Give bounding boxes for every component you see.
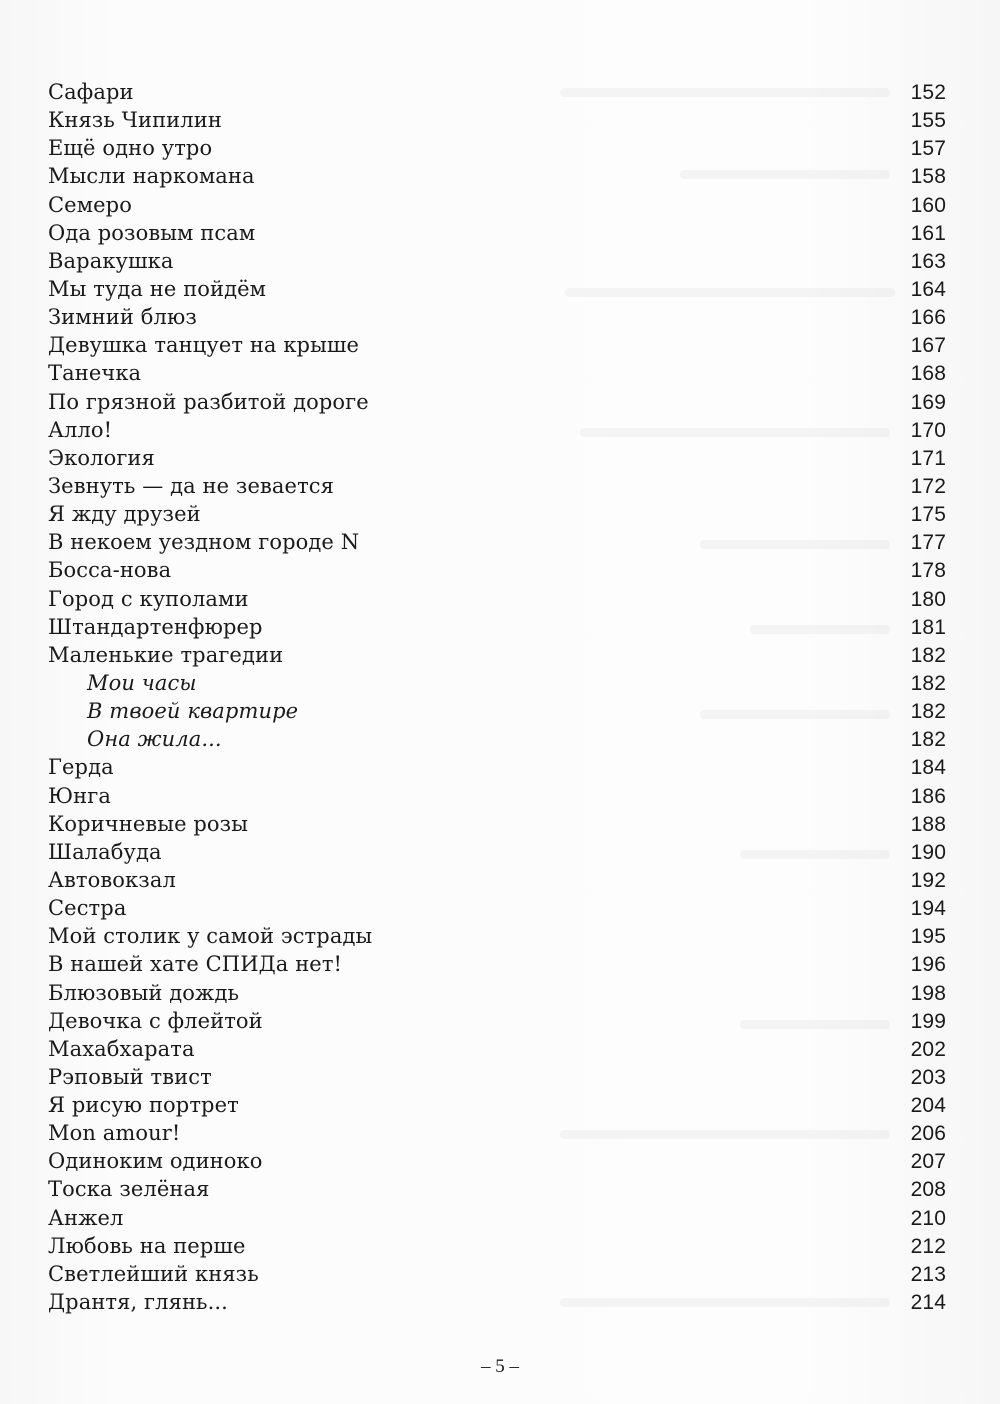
toc-entry-title: Танечка bbox=[48, 361, 142, 386]
toc-entry-page: 161 bbox=[910, 221, 946, 245]
toc-entry-title: Mon amour! bbox=[48, 1121, 181, 1146]
toc-entry-page: 182 bbox=[910, 671, 946, 695]
toc-entry-title: Тоска зелёная bbox=[48, 1177, 210, 1202]
toc-entry-title: Автовокзал bbox=[48, 867, 176, 892]
toc-entry bbox=[48, 894, 946, 922]
page-number: – 5 – bbox=[481, 1356, 519, 1377]
toc-entry-title: Экология bbox=[48, 445, 155, 470]
toc-entry bbox=[48, 1091, 946, 1119]
table-of-contents bbox=[48, 78, 946, 1316]
toc-entry-title: Ода розовым псам bbox=[48, 220, 256, 245]
toc-entry bbox=[48, 444, 946, 472]
toc-entry bbox=[48, 78, 946, 106]
toc-entry-page: 182 bbox=[910, 643, 946, 667]
toc-entry-page: 157 bbox=[910, 137, 946, 161]
toc-entry bbox=[48, 950, 946, 978]
toc-entry bbox=[48, 1063, 946, 1091]
toc-entry-page: 184 bbox=[910, 756, 946, 780]
toc-entry bbox=[48, 1260, 946, 1288]
toc-entry-page: 175 bbox=[910, 503, 946, 527]
toc-entry-page: 208 bbox=[910, 1178, 946, 1202]
toc-entry-title: Анжел bbox=[48, 1205, 124, 1230]
toc-entry-page: 199 bbox=[910, 1009, 946, 1033]
toc-entry-page: 170 bbox=[910, 418, 946, 442]
toc-entry-title: Мы туда не пойдём bbox=[48, 276, 267, 301]
toc-entry-page: 171 bbox=[910, 446, 946, 470]
toc-entry bbox=[48, 1175, 946, 1203]
toc-entry bbox=[48, 1119, 946, 1147]
toc-entry-page: 155 bbox=[910, 109, 946, 133]
toc-entry-title: Зимний блюз bbox=[48, 305, 197, 330]
toc-entry-page: 202 bbox=[910, 1037, 946, 1061]
toc-entry-page: 172 bbox=[910, 474, 946, 498]
toc-entry bbox=[48, 866, 946, 894]
toc-entry bbox=[48, 219, 946, 247]
toc-entry-title: Семеро bbox=[48, 192, 132, 217]
toc-entry-title: Махабхарата bbox=[48, 1036, 195, 1061]
toc-entry bbox=[48, 388, 946, 416]
toc-entry bbox=[48, 500, 946, 528]
toc-entry-title: Юнга bbox=[48, 783, 111, 808]
toc-entry-page: 188 bbox=[910, 812, 946, 836]
toc-entry bbox=[48, 810, 946, 838]
toc-entry-page: 196 bbox=[910, 953, 946, 977]
toc-entry bbox=[48, 247, 946, 275]
toc-entry-title: Девушка танцует на крыше bbox=[48, 333, 360, 358]
toc-entry bbox=[48, 782, 946, 810]
toc-entry-page: 207 bbox=[910, 1150, 946, 1174]
toc-entry-page: 182 bbox=[910, 728, 946, 752]
toc-entry-title: Любовь на перше bbox=[48, 1233, 246, 1258]
toc-entry bbox=[48, 106, 946, 134]
toc-entry-title: Девочка с флейтой bbox=[48, 1008, 263, 1033]
toc-entry-title: Зевнуть — да не зевается bbox=[48, 473, 334, 498]
toc-entry-title: Мысли наркомана bbox=[48, 164, 255, 189]
toc-entry bbox=[48, 838, 946, 866]
toc-entry bbox=[48, 162, 946, 190]
toc-entry-page: 163 bbox=[910, 249, 946, 273]
toc-subentry bbox=[48, 697, 946, 725]
toc-entry-page: 213 bbox=[910, 1262, 946, 1286]
toc-entry-page: 206 bbox=[910, 1122, 946, 1146]
toc-entry-page: 195 bbox=[910, 925, 946, 949]
toc-entry bbox=[48, 1288, 946, 1316]
toc-entry bbox=[48, 331, 946, 359]
toc-entry-page: 181 bbox=[910, 615, 946, 639]
toc-entry-title: Одиноким одиноко bbox=[48, 1149, 263, 1174]
toc-entry-title: Блюзовый дождь bbox=[48, 980, 240, 1005]
toc-entry-page: 152 bbox=[910, 81, 946, 104]
toc-entry-title: Князь Чипилин bbox=[48, 108, 222, 133]
toc-entry bbox=[48, 1232, 946, 1260]
toc-entry-page: 169 bbox=[910, 390, 946, 414]
toc-entry bbox=[48, 528, 946, 556]
toc-entry bbox=[48, 359, 946, 387]
toc-entry-page: 167 bbox=[910, 334, 946, 358]
toc-entry-page: 166 bbox=[910, 306, 946, 330]
toc-entry bbox=[48, 134, 946, 162]
toc-entry-page: 178 bbox=[910, 559, 946, 583]
toc-entry-title: В некоем уездном городе N bbox=[48, 530, 360, 555]
toc-entry bbox=[48, 613, 946, 641]
toc-entry-title: Сафари bbox=[48, 80, 134, 104]
toc-subentry bbox=[48, 725, 946, 753]
toc-entry-page: 194 bbox=[910, 897, 946, 921]
toc-entry-page: 182 bbox=[910, 700, 946, 724]
toc-entry bbox=[48, 1147, 946, 1175]
toc-entry-title: Дрантя, глянь... bbox=[48, 1290, 228, 1315]
toc-entry-page: 160 bbox=[910, 193, 946, 217]
toc-entry-title: Рэповый твист bbox=[48, 1064, 212, 1089]
toc-entry bbox=[48, 1007, 946, 1035]
toc-entry-title: Варакушка bbox=[48, 248, 174, 273]
toc-entry-title: По грязной разбитой дороге bbox=[48, 389, 369, 414]
toc-entry-title: Я рисую портрет bbox=[48, 1093, 239, 1118]
toc-entry-title: Герда bbox=[48, 755, 114, 780]
toc-entry-page: 168 bbox=[910, 362, 946, 386]
toc-entry-page: 180 bbox=[910, 587, 946, 611]
toc-entry-title: В твоей квартире bbox=[87, 699, 299, 724]
toc-entry-title: Штандартенфюрер bbox=[48, 614, 263, 639]
toc-entry-title: Светлейший князь bbox=[48, 1261, 259, 1286]
toc-entry-title: Мой столик у самой эстрады bbox=[48, 924, 373, 949]
toc-entry bbox=[48, 191, 946, 219]
toc-entry-page: 186 bbox=[910, 784, 946, 808]
toc-entry-page: 198 bbox=[910, 981, 946, 1005]
toc-entry-title: Ещё одно утро bbox=[48, 136, 213, 161]
toc-entry-title: Коричневые розы bbox=[48, 811, 249, 836]
toc-entry-title: Мои часы bbox=[87, 670, 197, 695]
toc-entry bbox=[48, 1035, 946, 1063]
toc-entry-title: Я жду друзей bbox=[48, 502, 201, 527]
toc-entry bbox=[48, 585, 946, 613]
toc-entry-page: 204 bbox=[910, 1094, 946, 1118]
toc-entry-page: 214 bbox=[910, 1291, 946, 1315]
toc-entry bbox=[48, 416, 946, 444]
toc-entry bbox=[48, 922, 946, 950]
toc-entry bbox=[48, 472, 946, 500]
toc-entry-title: Босса-нова bbox=[48, 558, 172, 583]
toc-entry bbox=[48, 1204, 946, 1232]
toc-entry-page: 203 bbox=[910, 1065, 946, 1089]
toc-entry bbox=[48, 753, 946, 781]
toc-entry-title: Маленькие трагедии bbox=[48, 642, 284, 667]
toc-entry-title: Город с куполами bbox=[48, 586, 249, 611]
toc-subentry bbox=[48, 669, 946, 697]
toc-entry bbox=[48, 979, 946, 1007]
toc-entry-page: 210 bbox=[910, 1206, 946, 1230]
toc-entry-page: 164 bbox=[910, 277, 946, 301]
toc-entry bbox=[48, 556, 946, 584]
toc-entry-page: 190 bbox=[910, 840, 946, 864]
toc-entry-title: Алло! bbox=[48, 417, 113, 442]
toc-entry-page: 177 bbox=[910, 531, 946, 555]
toc-entry-page: 212 bbox=[910, 1234, 946, 1258]
toc-entry-title: В нашей хате СПИДа нет! bbox=[48, 952, 343, 977]
toc-entry-page: 192 bbox=[910, 868, 946, 892]
toc-entry-title: Сестра bbox=[48, 896, 127, 921]
toc-entry-title: Шалабуда bbox=[48, 839, 162, 864]
toc-entry-page: 158 bbox=[910, 165, 946, 189]
toc-entry bbox=[48, 641, 946, 669]
toc-entry bbox=[48, 303, 946, 331]
toc-entry-title: Она жила... bbox=[87, 727, 222, 752]
toc-entry bbox=[48, 275, 946, 303]
